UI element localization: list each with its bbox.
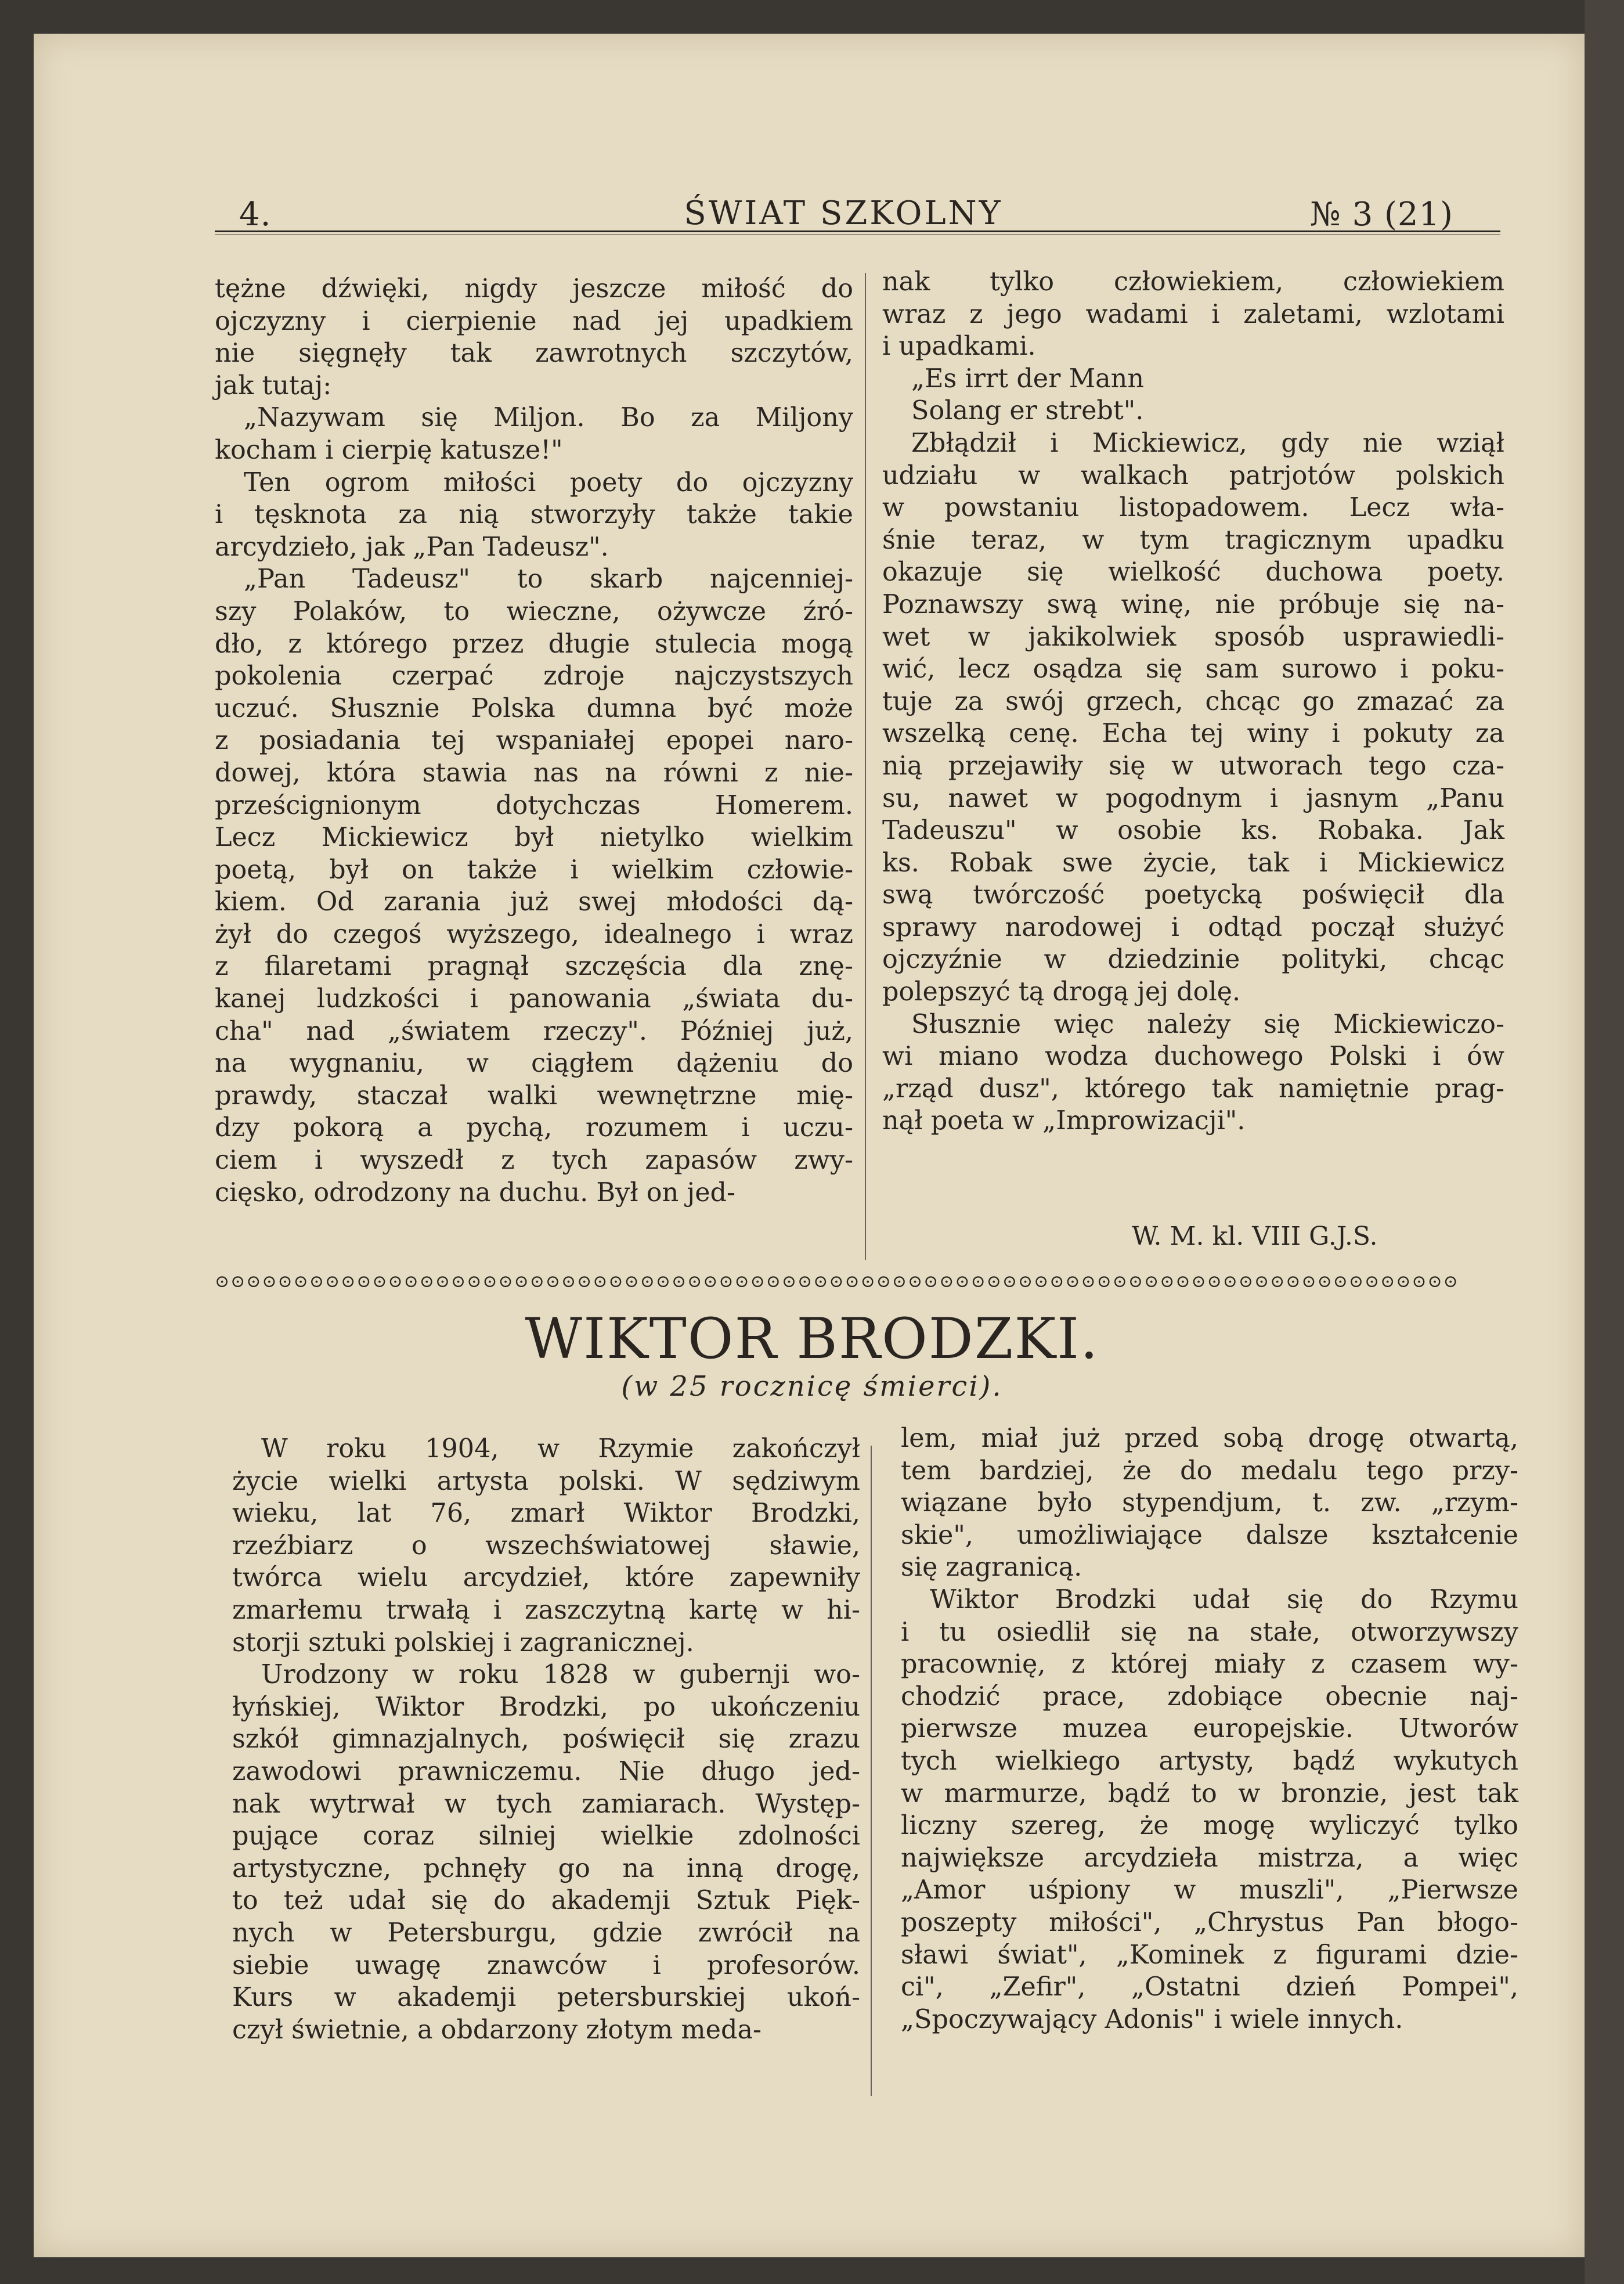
text-line: wić, lecz osądza się sam surowo i poku- (882, 654, 1504, 685)
text-line: dło, z którego przez długie stulecia mogą (215, 629, 853, 659)
text-line: nął poeta w „Improwizacji". (882, 1106, 1246, 1136)
text-line: cięsko, odrodzony na duchu. Był on jed- (215, 1177, 736, 1208)
text-line: nak tylko człowiekiem, człowiekiem (882, 267, 1504, 297)
text-line: skie", umożliwiające dalsze kształcenie (901, 1520, 1518, 1550)
text-line: Poznawszy swą winę, nie próbuje się na- (882, 589, 1504, 619)
text-line: cha" nad „światem rzeczy". Później już, (215, 1016, 853, 1046)
text-line: wszelką cenę. Echa tej winy i pokuty za (882, 719, 1504, 749)
text-line: tężne dźwięki, nigdy jeszcze miłość do (215, 274, 853, 304)
text-line: udziału w walkach patrjotów polskich (882, 460, 1504, 491)
text-line: Zbłądził i Mickiewicz, gdy nie wziął (911, 428, 1504, 458)
text-line: twórca wielu arcydzieł, które zapewniły (232, 1563, 860, 1593)
text-line: prześcignionym dotychczas Homerem. (215, 790, 853, 820)
text-line: się zagranicą. (901, 1552, 1082, 1583)
running-header (187, 189, 1500, 235)
text-line: zmarłemu trwałą i zaszczytną kartę w hi- (232, 1595, 860, 1625)
text-line: ci", „Zefir", „Ostatni dzień Pompei", (901, 1972, 1518, 2002)
text-line: kanej ludzkości i panowania „świata du- (215, 984, 853, 1014)
text-line: wiązane było stypendjum, t. zw. „rzym- (901, 1488, 1518, 1518)
article-right-column (901, 1422, 1518, 2036)
text-line: sprawy narodowej i odtąd począł służyć (882, 912, 1504, 942)
text-line: pokolenia czerpać zdroje najczystszych (215, 661, 853, 691)
text-line: życie wielki artysta polski. W sędziwym (232, 1466, 860, 1496)
column-divider (871, 1446, 872, 2096)
text-line: w marmurze, bądź to w bronzie, jest tak (901, 1778, 1518, 1809)
article-continuation-right-column (882, 266, 1504, 1137)
text-line: nych w Petersburgu, gdzie zwrócił na (232, 1918, 860, 1948)
text-line: Ten ogrom miłości poety do ojczyzny (244, 467, 853, 498)
header-rule (215, 230, 1500, 232)
text-line: pierwsze muzea europejskie. Utworów (901, 1714, 1518, 1744)
text-line: wi miano wodza duchowego Polski i ów (882, 1042, 1504, 1072)
text-line: wet w jakikolwiek sposób usprawiedli- (882, 622, 1504, 652)
scan-edge (1585, 0, 1624, 2284)
text-line: Solang er strebt". (911, 396, 1144, 426)
text-line: siebie uwagę znawców i profesorów. (232, 1950, 860, 1980)
text-line: artystyczne, pchnęły go na inną drogę, (232, 1853, 860, 1883)
text-line: ojczyźnie w dziedzinie polityki, chcąc (882, 945, 1504, 975)
text-line: poszepty miłości", „Chrystus Pan błogo- (901, 1907, 1518, 1937)
text-line: swą twórczość poetycką poświęcił dla (882, 880, 1504, 910)
text-line: uczuć. Słusznie Polska dumna być może (215, 693, 853, 723)
text-line: łyńskiej, Wiktor Brodzki, po ukończeniu (232, 1692, 860, 1722)
text-line: szy Polaków, to wieczne, ożywcze źró- (215, 596, 853, 626)
text-line: jak tutaj: (215, 370, 332, 401)
text-line: żył do czegoś wyższego, idealnego i wraz (215, 919, 853, 949)
text-line: Wiktor Brodzki udał się do Rzymu (930, 1584, 1518, 1615)
text-line: i tęsknota za nią stworzyły także takie (215, 500, 853, 530)
text-line: Urodzony w roku 1828 w gubernji wo- (261, 1660, 860, 1690)
text-line: czył świetnie, a obdarzony złotym meda- (232, 2015, 762, 2045)
text-line: prawdy, staczał walki wewnętrzne mię- (215, 1080, 853, 1111)
issue-number: № 3 (21) (1309, 196, 1453, 233)
text-line: Lecz Mickiewicz był nietylko wielkim (215, 823, 853, 853)
column-divider (865, 273, 866, 1260)
text-line: nią przejawiły się w utworach tego cza- (882, 751, 1504, 781)
text-line: ciem i wyszedł z tych zapasów zwy- (215, 1145, 853, 1176)
magazine-title: ŚWIAT SZKOLNY (684, 194, 1003, 232)
article-continuation-left-column (215, 273, 853, 1209)
text-line: i upadkami. (882, 332, 1036, 362)
page-number: 4. (239, 196, 272, 233)
text-line: „Nazywam się Miljon. Bo za Miljony (244, 403, 853, 433)
text-line: wieku, lat 76, zmarł Wiktor Brodzki, (232, 1498, 860, 1529)
text-line: kiem. Od zarania już swej młodości dą- (215, 887, 853, 917)
text-line: su, nawet w pogodnym i jasnym „Panu (882, 783, 1504, 813)
text-line: dzy pokorą a pychą, rozumem i uczu- (215, 1113, 853, 1143)
text-line: pracownię, z której miały z czasem wy- (901, 1649, 1518, 1680)
text-line: Słusznie więc należy się Mickiewiczo- (911, 1009, 1504, 1039)
author-signature: W. M. kl. VIII G.J.S. (1132, 1222, 1378, 1251)
text-line: „rząd dusz", którego tak namiętnie prag- (882, 1073, 1504, 1104)
ornamental-divider: ⊙⊙⊙⊙⊙⊙⊙⊙⊙⊙⊙⊙⊙⊙⊙⊙⊙⊙⊙⊙⊙⊙⊙⊙⊙⊙⊙⊙⊙⊙⊙⊙⊙⊙⊙⊙⊙⊙⊙⊙⊙⊙⊙⊙⊙⊙⊙⊙⊙⊙⊙⊙⊙⊙⊙⊙⊙⊙⊙⊙⊙⊙⊙⊙⊙⊙⊙⊙⊙⊙⊙⊙⊙⊙⊙⊙⊙⊙⊙ (215, 1271, 1459, 1292)
text-line: okazuje się wielkość duchowa poety. (882, 557, 1504, 588)
text-line: „Es irrt der Mann (911, 363, 1144, 394)
text-line: poetą, był on także i wielkim człowie- (215, 855, 853, 885)
text-line: storji sztuki polskiej i zagranicznej. (232, 1627, 694, 1658)
article-subtitle: (w 25 rocznicę śmierci). (621, 1370, 1003, 1403)
text-line: to też udał się do akademji Sztuk Pięk- (232, 1886, 860, 1916)
text-line: i tu osiedlił się na stałe, otworzywszy (901, 1617, 1518, 1647)
text-line: z posiadania tej wspaniałej epopei naro- (215, 726, 853, 756)
text-line: „Amor uśpiony w muszli", „Pierwsze (901, 1875, 1518, 1905)
text-line: dowej, która stawia nas na równi z nie- (215, 758, 853, 788)
text-line: wraz z jego wadami i zaletami, wzlotami (882, 299, 1504, 329)
text-line: z filaretami pragnął szczęścia dla znę- (215, 952, 853, 982)
text-line: największe arcydzieła mistrza, a więc (901, 1843, 1518, 1873)
text-line: nak wytrwał w tych zamiarach. Występ- (232, 1789, 860, 1819)
text-line: lem, miał już przed sobą drogę otwartą, (901, 1424, 1518, 1453)
text-line: na wygnaniu, w ciągłem dążeniu do (215, 1049, 853, 1079)
text-line: kocham i cierpię katusze!" (215, 435, 563, 465)
text-line: w powstaniu listopadowem. Lecz wła- (882, 493, 1504, 523)
text-line: „Pan Tadeusz" to skarb najcenniej- (244, 564, 853, 595)
text-line: pujące coraz silniej wielkie zdolności (232, 1821, 860, 1851)
text-line: tuje za swój grzech, chcąc go zmazać za (882, 686, 1504, 716)
text-line: Tadeuszu" w osobie ks. Robaka. Jak (882, 816, 1504, 846)
text-line: zawodowi prawniczemu. Nie długo jed- (232, 1756, 860, 1786)
text-line: sławi świat", „Kominek z figurami dzie- (901, 1940, 1518, 1970)
text-line: śnie teraz, w tym tragicznym upadku (882, 525, 1504, 555)
text-line: szkół gimnazjalnych, poświęcił się zrazu (232, 1724, 860, 1755)
text-line: tych wielkiego artysty, bądź wykutych (901, 1746, 1518, 1776)
text-line: Kurs w akademji petersburskiej ukoń- (232, 1983, 860, 2013)
text-line: ks. Robak swe życie, tak i Mickiewicz (882, 848, 1504, 878)
text-line: liczny szereg, że mogę wyliczyć tylko (901, 1811, 1518, 1841)
text-line: rzeźbiarz o wszechświatowej sławie, (232, 1530, 860, 1561)
text-line: nie sięgnęły tak zawrotnych szczytów, (215, 338, 853, 369)
text-line: arcydzieło, jak „Pan Tadeusz". (215, 532, 609, 562)
article-left-column (232, 1433, 860, 2046)
text-line: W roku 1904, w Rzymie zakończył (261, 1434, 860, 1464)
text-line: polepszyć tą drogą jej dolę. (882, 977, 1241, 1007)
text-line: „Spoczywający Adonis" i wiele innych. (901, 2004, 1403, 2034)
article-title: WIKTOR BRODZKI. (525, 1306, 1099, 1371)
text-line: tem bardziej, że do medalu tego przy- (901, 1456, 1518, 1486)
text-line: chodzić prace, zdobiące obecnie naj- (901, 1681, 1518, 1712)
text-line: ojczyzny i cierpienie nad jej upadkiem (215, 306, 853, 336)
